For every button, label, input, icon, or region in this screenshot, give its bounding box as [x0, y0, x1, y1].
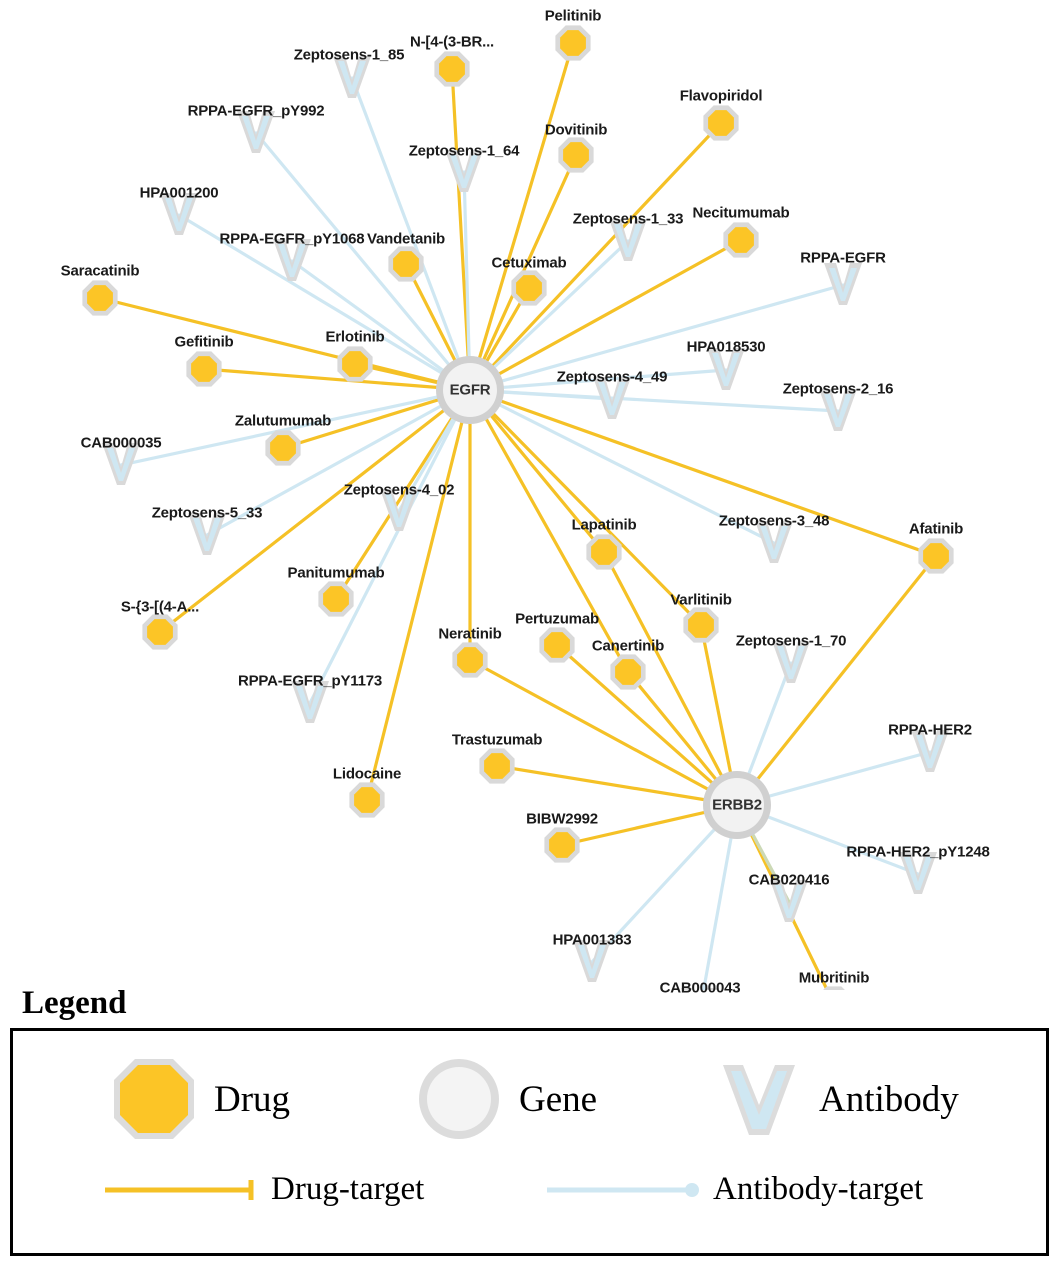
drug-node-trastuzumab[interactable] — [479, 748, 514, 783]
antibody-label-hpa001200: HPA001200 — [139, 184, 219, 202]
drug-label-n4-3br: N-[4-(3-BR... — [409, 33, 495, 51]
antibody-target-edge-icon — [543, 1175, 703, 1205]
edge-drug-afatinib-ERBB2 — [737, 556, 936, 805]
legend-box — [10, 1028, 1049, 1256]
legend-label-drug: Drug — [214, 1078, 291, 1120]
antibody-label-zeptosens-1_70: Zeptosens-1_70 — [735, 632, 847, 650]
chevron-icon — [713, 1053, 805, 1145]
drug-fill — [563, 142, 589, 168]
circle-icon — [413, 1053, 505, 1145]
drug-node-s3-4a[interactable] — [142, 614, 177, 649]
drug-node-dovitinib[interactable] — [558, 137, 593, 172]
drug-target-edge-icon — [101, 1175, 261, 1205]
gene-label-EGFR: EGFR — [449, 381, 491, 399]
antibody-label-zeptosens-4_49: Zeptosens-4_49 — [556, 368, 668, 386]
antibody-label-rppa-egfr-py1173: RPPA-EGFR_pY1173 — [237, 672, 383, 690]
drug-fill — [688, 612, 714, 638]
legend-item-drug — [108, 1053, 290, 1145]
drug-node-erlotinib[interactable] — [337, 346, 372, 381]
drug-label-afatinib: Afatinib — [908, 520, 964, 538]
drug-fill — [923, 543, 949, 569]
drug-node-canertinib[interactable] — [610, 654, 645, 689]
drug-label-saracatinib: Saracatinib — [60, 262, 140, 280]
antibody-label-zeptosens-1_64: Zeptosens-1_64 — [408, 142, 520, 160]
drug-fill — [591, 539, 617, 565]
antibody-label-rppa-egfr-py1068: RPPA-EGFR_pY1068 — [219, 230, 365, 248]
gene-label-ERBB2: ERBB2 — [712, 796, 762, 814]
antibody-label-cab000043: CAB000043 — [659, 979, 741, 997]
octagon-icon — [108, 1053, 200, 1145]
drug-node-n4-3br[interactable] — [434, 51, 469, 86]
edge-drug-pelitinib-EGFR — [470, 43, 573, 390]
antibody-label-zeptosens-4_02: Zeptosens-4_02 — [343, 481, 455, 499]
antibody-label-rppa-egfr: RPPA-EGFR — [800, 249, 886, 267]
drug-fill — [484, 753, 510, 779]
drug-node-necitumumab[interactable] — [723, 222, 758, 257]
drug-fill — [147, 619, 173, 645]
antibody-label-zeptosens-2_16: Zeptosens-2_16 — [782, 380, 894, 398]
antibody-label-rppa-her2: RPPA-HER2 — [888, 721, 972, 739]
drug-label-panitumumab: Panitumumab — [287, 564, 385, 582]
legend-title: Legend — [22, 985, 127, 1021]
legend-label-antibody: Antibody — [819, 1078, 959, 1120]
drug-fill — [615, 659, 641, 685]
drug-label-zalutumumab: Zalutumumab — [234, 412, 332, 430]
drug-fill — [560, 30, 586, 56]
antibody-label-rppa-her2-py1248: RPPA-HER2_pY1248 — [846, 843, 990, 861]
drug-fill — [393, 251, 419, 277]
antibody-label-hpa018530: HPA018530 — [686, 338, 766, 356]
drug-label-varlitinib: Varlitinib — [670, 591, 732, 609]
drug-label-lidocaine: Lidocaine — [332, 765, 402, 783]
drug-node-zalutumumab[interactable] — [265, 430, 300, 465]
legend-item-gene — [413, 1053, 597, 1145]
drug-fill — [354, 787, 380, 813]
drug-fill — [544, 632, 570, 658]
drug-fill — [457, 647, 483, 673]
drug-fill — [728, 227, 754, 253]
legend-label-antibody-target: Antibody-target — [713, 1171, 924, 1207]
drug-node-neratinib[interactable] — [452, 642, 487, 677]
drug-label-flavopiridol: Flavopiridol — [679, 87, 763, 105]
drug-label-canertinib: Canertinib — [591, 637, 665, 655]
antibody-label-rppa-egfr-py992: RPPA-EGFR_pY992 — [187, 102, 325, 120]
drug-node-flavopiridol[interactable] — [703, 105, 738, 140]
edge-antibody-rppa-egfr-py1173-EGFR — [310, 390, 470, 703]
antibody-label-zeptosens-1_33: Zeptosens-1_33 — [572, 210, 684, 228]
antibody-label-zeptosens-5_33: Zeptosens-5_33 — [151, 504, 263, 522]
drug-label-pelitinib: Pelitinib — [544, 7, 602, 25]
drug-label-gefitinib: Gefitinib — [174, 333, 234, 351]
legend-item-antibody — [713, 1053, 959, 1145]
antibody-label-cab000035: CAB000035 — [80, 434, 162, 452]
drug-node-bibw2992[interactable] — [544, 827, 579, 862]
drug-label-erlotinib: Erlotinib — [325, 328, 385, 346]
drug-node-lidocaine[interactable] — [349, 782, 384, 817]
drug-label-necitumumab: Necitumumab — [692, 204, 790, 222]
legend-panel — [0, 985, 1059, 1256]
drug-label-dovitinib: Dovitinib — [544, 121, 608, 139]
antibody-label-zeptosens-3_48: Zeptosens-3_48 — [718, 512, 830, 530]
drug-node-gefitinib[interactable] — [186, 351, 221, 386]
drug-label-bibw2992: BIBW2992 — [526, 810, 598, 828]
legend-edge-antibody-target — [543, 1171, 923, 1208]
drug-node-pelitinib[interactable] — [555, 25, 590, 60]
drug-label-mubritinib: Mubritinib — [798, 969, 870, 987]
legend-label-gene: Gene — [519, 1078, 598, 1120]
drug-fill — [549, 832, 575, 858]
drug-fill — [191, 356, 217, 382]
drug-node-vandetanib[interactable] — [388, 246, 423, 281]
legend-edge-drug-target — [101, 1171, 424, 1208]
drug-fill — [270, 435, 296, 461]
antibody-label-zeptosens-1_85: Zeptosens-1_85 — [293, 46, 405, 64]
drug-label-lapatinib: Lapatinib — [571, 516, 637, 534]
drug-node-afatinib[interactable] — [918, 538, 953, 573]
legend-label-drug-target: Drug-target — [271, 1171, 425, 1207]
antibody-label-cab020416: CAB020416 — [748, 871, 830, 889]
drug-node-varlitinib[interactable] — [683, 607, 718, 642]
drug-fill — [323, 586, 349, 612]
drug-label-cetuximab: Cetuximab — [491, 254, 567, 272]
antibody-label-hpa001383: HPA001383 — [552, 931, 632, 949]
drug-label-trastuzumab: Trastuzumab — [451, 731, 543, 749]
edge-drug-varlitinib-EGFR — [470, 390, 701, 625]
drug-node-pertuzumab[interactable] — [539, 627, 574, 662]
drug-label-s3-4a: S-{3-[(4-A... — [120, 598, 200, 616]
drug-label-neratinib: Neratinib — [438, 625, 502, 643]
drug-label-pertuzumab: Pertuzumab — [515, 610, 599, 628]
drug-node-lapatinib[interactable] — [586, 534, 621, 569]
drug-fill — [439, 56, 465, 82]
drug-fill — [516, 275, 542, 301]
drug-node-cetuximab[interactable] — [511, 270, 546, 305]
drug-node-panitumumab[interactable] — [318, 581, 353, 616]
drug-fill — [708, 110, 734, 136]
drug-fill — [342, 351, 368, 377]
drug-label-vandetanib: Vandetanib — [366, 230, 446, 248]
drug-node-saracatinib[interactable] — [82, 280, 117, 315]
drug-fill — [87, 285, 113, 311]
